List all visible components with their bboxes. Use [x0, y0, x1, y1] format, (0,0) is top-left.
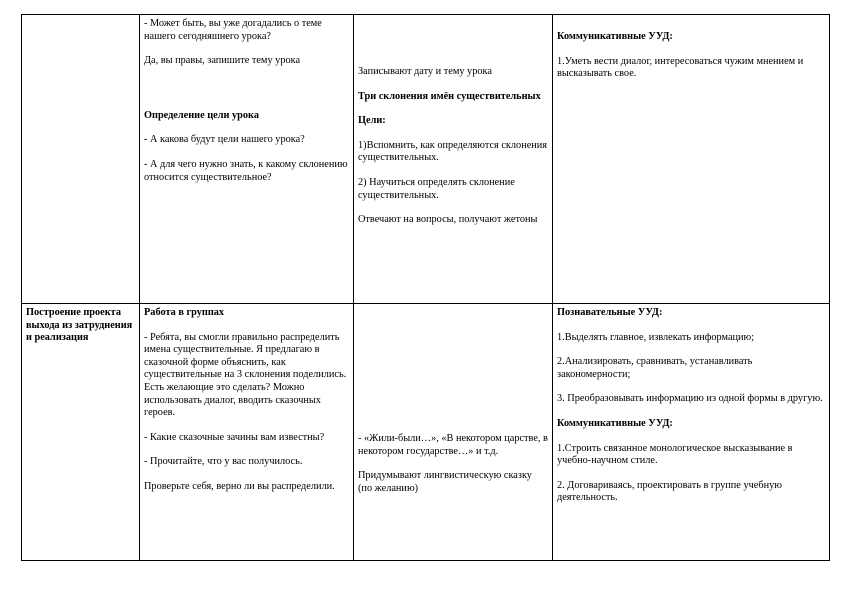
- teacher-text: - А для чего нужно знать, к какому склонению относится существительное?: [144, 158, 348, 183]
- uud-text: 1.Уметь вести диалог, интересоваться чужим мнением и высказывать свое.: [557, 55, 804, 80]
- section-heading: Цели:: [358, 115, 386, 127]
- teacher-text: - А какова будут цели нашего урока?: [144, 134, 305, 146]
- teacher-text: - Прочитайте, что у вас получилось.: [144, 456, 303, 468]
- student-text: 2) Научиться определять склонение существительных.: [358, 176, 515, 201]
- table-row: [22, 304, 830, 561]
- uud-heading: Коммуникативные УУД:: [557, 417, 673, 429]
- stage-cell: [22, 15, 140, 304]
- teacher-text: - Ребята, вы смогли правильно распределить имена существительные. Я предлагаю в сказочной форме объяснить, как существительные на 3 склонения поделились. Есть желающие это сделать? Можно использовать диалог, вводить сказочных героев.: [144, 331, 347, 419]
- teacher-text: - Какие сказочные зачины вам известны?: [144, 431, 325, 443]
- student-text: Придумывают лингвистическую сказку (по желанию): [358, 470, 532, 494]
- uud-text: 1.Строить связанное монологическое высказывание в учебно-научном стиле.: [557, 442, 793, 467]
- lesson-plan-table: [21, 14, 830, 561]
- uud-text: 1.Выделять главное, извлекать информацию;: [557, 331, 755, 343]
- table-row: [22, 15, 830, 304]
- uud-text: 3. Преобразовывать информацию из одной формы в другую.: [557, 393, 823, 405]
- teacher-text: - Может быть, вы уже догадались о теме нашего сегодняшнего урока?: [144, 18, 322, 42]
- uud-cell: [553, 15, 830, 304]
- student-text: Записывают дату и тему урока: [358, 66, 492, 77]
- teacher-activity-cell: [140, 304, 354, 561]
- uud-text: 2.Анализировать, сравнивать, устанавливать закономерности;: [557, 356, 753, 380]
- section-heading: Работа в группах: [144, 307, 225, 318]
- teacher-text: Проверьте себя, верно ли вы распределили.: [144, 480, 335, 492]
- uud-text: 2. Договариваясь, проектировать в группе учебную деятельность.: [557, 479, 782, 504]
- uud-heading: Познавательные УУД:: [557, 307, 663, 318]
- stage-cell: [22, 304, 140, 561]
- teacher-text: Да, вы правы, запишите тему урока: [144, 55, 301, 67]
- student-activity-cell: [354, 304, 553, 561]
- student-text: Отвечают на вопросы, получают жетоны: [358, 214, 538, 226]
- teacher-activity-cell: [140, 15, 354, 304]
- stage-name: Построение проекта выхода из затруднения и реализация: [26, 307, 133, 344]
- student-text: 1)Вспомнить, как определяются склонения существительных.: [358, 139, 548, 164]
- lesson-topic: Три склонения имён существительных: [358, 90, 541, 102]
- section-heading: Определение цели урока: [144, 109, 259, 121]
- student-activity-cell: [354, 15, 553, 304]
- uud-cell: [553, 304, 830, 561]
- uud-heading: Коммуникативные УУД:: [557, 31, 673, 42]
- student-text: - «Жили-были…», «В некотором царстве, в некотором государстве…» и т.д.: [358, 433, 548, 457]
